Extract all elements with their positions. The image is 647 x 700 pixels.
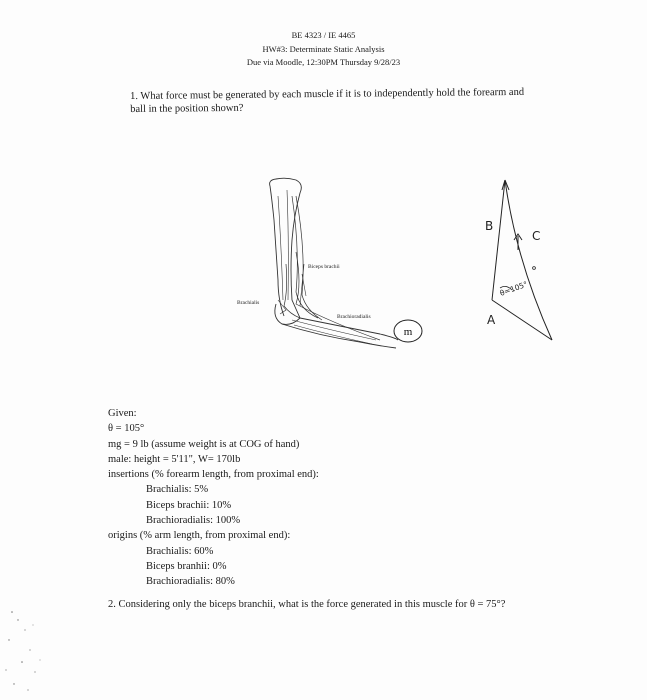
origin-item: Brachialis: 60% <box>146 545 214 557</box>
insertions-title: insertions (% forearm length, from proximal end): <box>108 469 319 481</box>
humerus-outline-left <box>270 186 284 316</box>
forearm-top <box>300 318 398 340</box>
given-title: Given: <box>108 408 137 419</box>
given-male: male: height = 5'11", W= 170lb <box>108 453 241 465</box>
humerus-inner-2 <box>287 190 288 300</box>
brachialis-label: Brachialis <box>237 300 260 306</box>
insertion-item: Brachioradialis: 100% <box>146 515 241 527</box>
biceps-label: Biceps brachii <box>308 264 340 270</box>
sketch-line-b <box>492 180 505 300</box>
header-course: BE 4323 / IE 4465 <box>291 30 356 40</box>
degree-mark <box>533 267 536 270</box>
forearm-inner-2 <box>294 325 372 344</box>
question-2: 2. Considering only the biceps branchii, what is the force generated in this muscle for θ = 75°? <box>108 599 506 610</box>
sketch-angle-label: θ=105° <box>498 279 529 298</box>
mass-label: m <box>403 326 413 338</box>
forearm-bottom <box>282 324 396 348</box>
biceps-muscle <box>292 196 318 318</box>
sketch-label-a: A <box>487 313 496 327</box>
origin-item: Biceps branhii: 0% <box>146 560 227 572</box>
given-section <box>108 406 319 590</box>
question-1: 1. What force must be generated by each muscle if it is to independently hold the forearm and ball in the position shown? <box>130 86 525 115</box>
origin-item: Brachioradialis: 80% <box>146 576 235 588</box>
given-theta: θ = 105° <box>108 423 145 435</box>
given-mg: mg = 9 lb (assume weight is at COG of hand) <box>108 438 300 450</box>
humerus-inner <box>278 196 283 300</box>
brachioradialis-label: Brachioradialis <box>337 314 371 320</box>
insertion-item: Biceps brachii: 10% <box>146 499 232 511</box>
sketch-label-b: B <box>485 219 494 233</box>
origins-title: origins (% arm length, from proximal end): <box>108 530 291 542</box>
sketch-line-c <box>505 180 552 340</box>
sketch-label-c: C <box>532 229 541 243</box>
biceps-muscle-2 <box>296 196 322 320</box>
header-due-date: Due via Moodle, 12:30PM Thursday 9/28/23 <box>246 57 401 67</box>
insertion-item: Brachialis: 5% <box>146 484 209 496</box>
brachialis-muscle <box>284 264 300 318</box>
sketch-arrow-c <box>514 234 522 250</box>
header-assignment: HW#3: Determinate Static Analysis <box>262 44 385 54</box>
